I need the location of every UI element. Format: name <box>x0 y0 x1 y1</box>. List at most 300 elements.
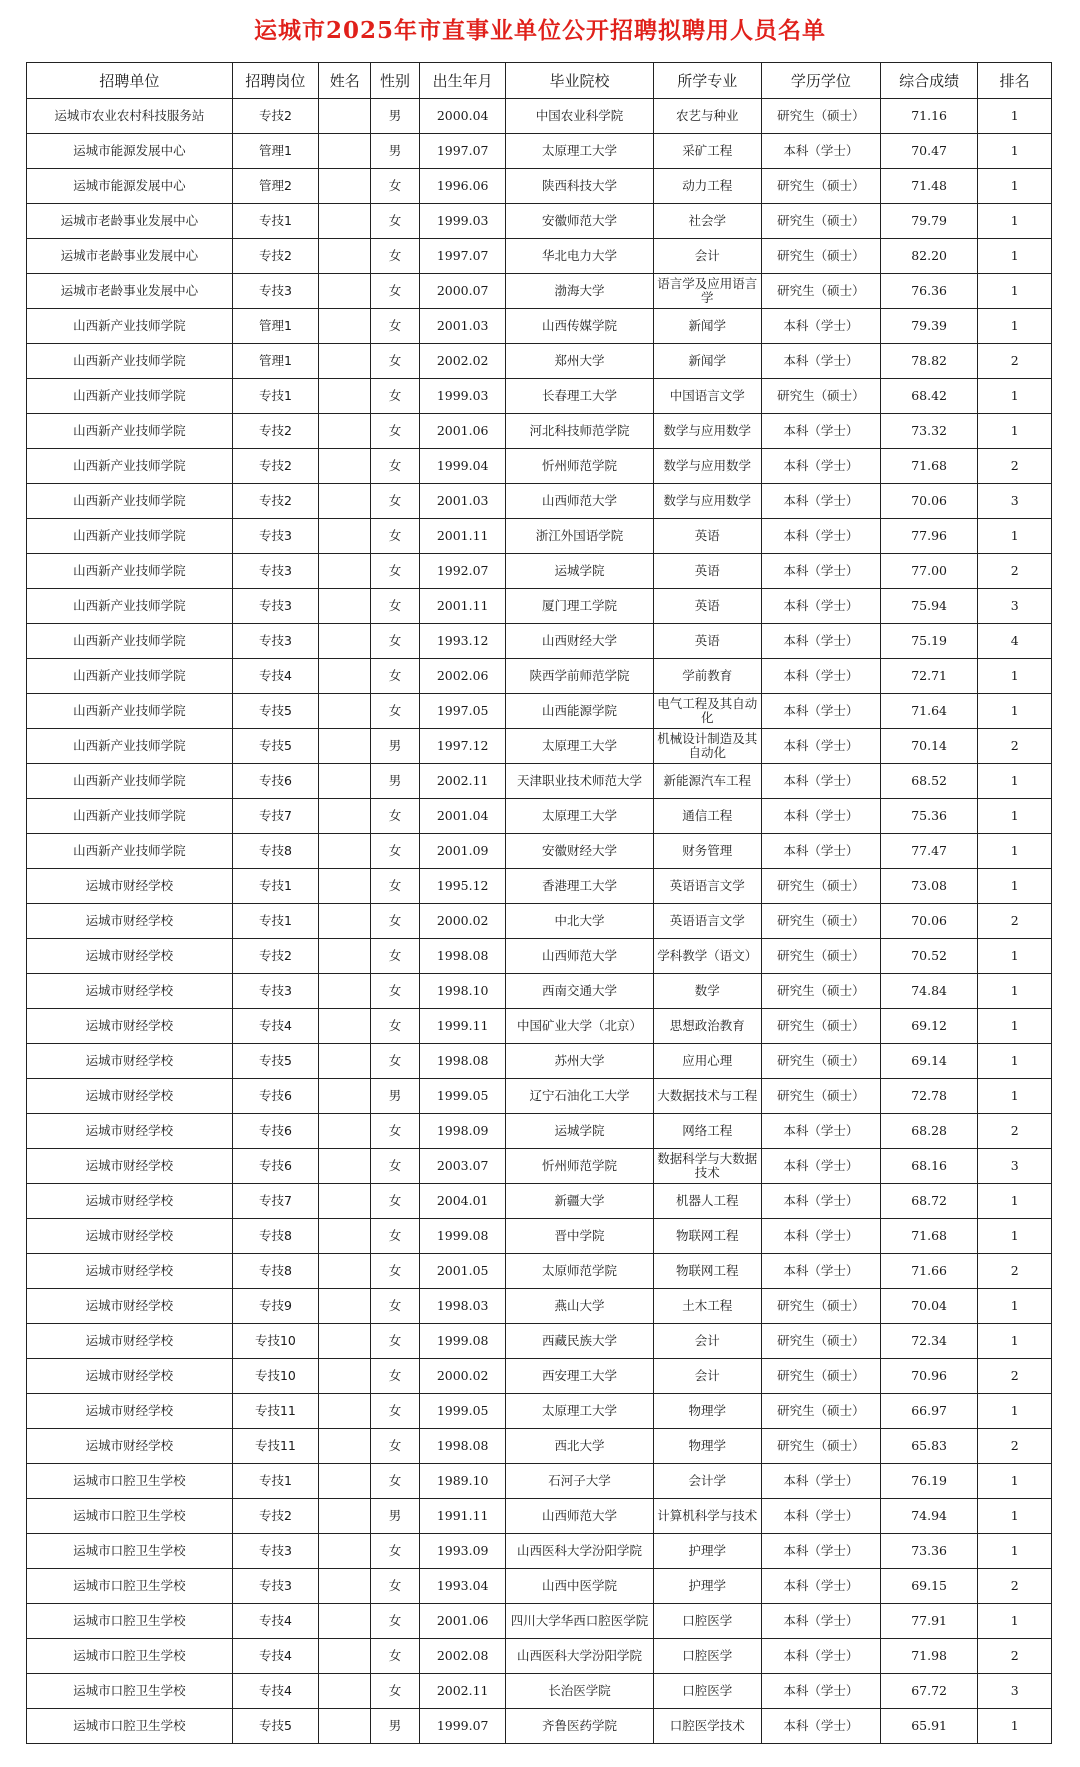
cell-rank: 1 <box>978 309 1052 344</box>
cell-degree: 研究生（硕士） <box>761 869 880 904</box>
cell-major: 英语 <box>653 589 761 624</box>
table-row <box>27 1639 1052 1674</box>
cell-birth: 1998.09 <box>419 1114 506 1149</box>
cell-position: 专技7 <box>232 799 319 834</box>
cell-school: 太原理工大学 <box>506 729 653 764</box>
cell-name <box>319 1324 371 1359</box>
cell-school: 齐鲁医药学院 <box>506 1709 653 1744</box>
cell-school: 晋中学院 <box>506 1219 653 1254</box>
cell-major: 思想政治教育 <box>653 1009 761 1044</box>
cell-rank: 1 <box>978 1009 1052 1044</box>
cell-unit: 运城市老龄事业发展中心 <box>27 239 233 274</box>
cell-degree: 本科（学士） <box>761 1499 880 1534</box>
cell-unit: 运城市财经学校 <box>27 974 233 1009</box>
cell-unit: 运城市口腔卫生学校 <box>27 1674 233 1709</box>
table-row <box>27 764 1052 799</box>
cell-birth: 2001.06 <box>419 414 506 449</box>
cell-rank: 1 <box>978 1324 1052 1359</box>
table-row <box>27 519 1052 554</box>
cell-birth: 2001.05 <box>419 1254 506 1289</box>
cell-degree: 本科（学士） <box>761 414 880 449</box>
cell-score: 70.04 <box>880 1289 977 1324</box>
candidate-table <box>26 62 1052 1744</box>
cell-score: 71.66 <box>880 1254 977 1289</box>
cell-score: 71.64 <box>880 694 977 729</box>
cell-name <box>319 974 371 1009</box>
cell-birth: 2001.06 <box>419 1604 506 1639</box>
table-row <box>27 834 1052 869</box>
cell-gender: 男 <box>371 764 420 799</box>
cell-degree: 本科（学士） <box>761 764 880 799</box>
cell-rank: 1 <box>978 519 1052 554</box>
cell-degree: 研究生（硕士） <box>761 274 880 309</box>
cell-rank: 1 <box>978 1709 1052 1744</box>
cell-unit: 运城市农业农村科技服务站 <box>27 99 233 134</box>
cell-rank: 1 <box>978 974 1052 1009</box>
cell-school: 燕山大学 <box>506 1289 653 1324</box>
cell-position: 专技6 <box>232 764 319 799</box>
cell-position: 专技8 <box>232 1254 319 1289</box>
cell-gender: 女 <box>371 624 420 659</box>
table-row <box>27 1324 1052 1359</box>
cell-degree: 研究生（硕士） <box>761 1044 880 1079</box>
cell-score: 74.94 <box>880 1499 977 1534</box>
cell-rank: 2 <box>978 1359 1052 1394</box>
table-row <box>27 624 1052 659</box>
cell-degree: 研究生（硕士） <box>761 1324 880 1359</box>
cell-position: 专技8 <box>232 834 319 869</box>
cell-gender: 女 <box>371 204 420 239</box>
cell-degree: 本科（学士） <box>761 1219 880 1254</box>
cell-major: 计算机科学与技术 <box>653 1499 761 1534</box>
cell-name <box>319 274 371 309</box>
table-row <box>27 1009 1052 1044</box>
cell-rank: 1 <box>978 694 1052 729</box>
header-rank: 排名 <box>978 63 1052 99</box>
cell-score: 76.19 <box>880 1464 977 1499</box>
cell-degree: 本科（学士） <box>761 1114 880 1149</box>
cell-unit: 运城市财经学校 <box>27 1149 233 1184</box>
cell-name <box>319 1674 371 1709</box>
cell-unit: 运城市口腔卫生学校 <box>27 1499 233 1534</box>
table-row <box>27 974 1052 1009</box>
cell-gender: 女 <box>371 939 420 974</box>
cell-unit: 山西新产业技师学院 <box>27 589 233 624</box>
header-school: 毕业院校 <box>506 63 653 99</box>
cell-name <box>319 1254 371 1289</box>
cell-gender: 女 <box>371 239 420 274</box>
cell-degree: 研究生（硕士） <box>761 904 880 939</box>
cell-birth: 1999.05 <box>419 1394 506 1429</box>
cell-gender: 男 <box>371 134 420 169</box>
cell-degree: 本科（学士） <box>761 309 880 344</box>
cell-school: 长治医学院 <box>506 1674 653 1709</box>
cell-score: 65.91 <box>880 1709 977 1744</box>
cell-name <box>319 729 371 764</box>
cell-rank: 1 <box>978 169 1052 204</box>
cell-name <box>319 869 371 904</box>
cell-gender: 女 <box>371 1114 420 1149</box>
cell-position: 专技3 <box>232 589 319 624</box>
cell-name <box>319 834 371 869</box>
cell-unit: 山西新产业技师学院 <box>27 729 233 764</box>
cell-school: 中国矿业大学（北京） <box>506 1009 653 1044</box>
cell-school: 石河子大学 <box>506 1464 653 1499</box>
cell-position: 专技10 <box>232 1359 319 1394</box>
cell-birth: 2000.02 <box>419 904 506 939</box>
cell-degree: 本科（学士） <box>761 1254 880 1289</box>
page-title: 运城市2025年市直事业单位公开招聘拟聘用人员名单 <box>253 17 826 44</box>
table-row <box>27 589 1052 624</box>
cell-gender: 男 <box>371 1079 420 1114</box>
cell-major: 护理学 <box>653 1534 761 1569</box>
cell-gender: 女 <box>371 1324 420 1359</box>
cell-school: 西藏民族大学 <box>506 1324 653 1359</box>
cell-major: 会计 <box>653 1324 761 1359</box>
cell-unit: 山西新产业技师学院 <box>27 344 233 379</box>
table-row <box>27 1079 1052 1114</box>
cell-school: 浙江外国语学院 <box>506 519 653 554</box>
header-degree: 学历学位 <box>761 63 880 99</box>
cell-name <box>319 589 371 624</box>
cell-gender: 女 <box>371 1289 420 1324</box>
cell-major: 电气工程及其自动化 <box>653 694 761 729</box>
table-row <box>27 1604 1052 1639</box>
cell-rank: 1 <box>978 1499 1052 1534</box>
cell-unit: 运城市口腔卫生学校 <box>27 1604 233 1639</box>
cell-major: 数学与应用数学 <box>653 484 761 519</box>
cell-rank: 3 <box>978 484 1052 519</box>
cell-major: 农艺与种业 <box>653 99 761 134</box>
cell-score: 70.06 <box>880 904 977 939</box>
cell-gender: 女 <box>371 554 420 589</box>
cell-position: 专技1 <box>232 869 319 904</box>
cell-rank: 3 <box>978 1674 1052 1709</box>
cell-name <box>319 99 371 134</box>
cell-major: 新能源汽车工程 <box>653 764 761 799</box>
cell-name <box>319 1429 371 1464</box>
cell-name <box>319 1534 371 1569</box>
cell-school: 河北科技师范学院 <box>506 414 653 449</box>
cell-rank: 2 <box>978 729 1052 764</box>
table-row <box>27 239 1052 274</box>
table-header-row <box>27 63 1052 99</box>
cell-degree: 研究生（硕士） <box>761 379 880 414</box>
cell-unit: 运城市财经学校 <box>27 1429 233 1464</box>
cell-rank: 1 <box>978 1044 1052 1079</box>
cell-major: 社会学 <box>653 204 761 239</box>
cell-position: 专技3 <box>232 974 319 1009</box>
cell-major: 物联网工程 <box>653 1254 761 1289</box>
cell-score: 70.52 <box>880 939 977 974</box>
cell-position: 专技5 <box>232 694 319 729</box>
cell-degree: 本科（学士） <box>761 589 880 624</box>
cell-unit: 运城市口腔卫生学校 <box>27 1569 233 1604</box>
table-row <box>27 204 1052 239</box>
cell-name <box>319 1149 371 1184</box>
cell-gender: 女 <box>371 1149 420 1184</box>
cell-rank: 1 <box>978 939 1052 974</box>
cell-gender: 女 <box>371 904 420 939</box>
cell-unit: 运城市财经学校 <box>27 1219 233 1254</box>
cell-score: 70.06 <box>880 484 977 519</box>
table-row <box>27 1429 1052 1464</box>
cell-score: 72.71 <box>880 659 977 694</box>
cell-birth: 1998.03 <box>419 1289 506 1324</box>
cell-school: 山西医科大学汾阳学院 <box>506 1639 653 1674</box>
table-row <box>27 694 1052 729</box>
cell-degree: 本科（学士） <box>761 659 880 694</box>
cell-degree: 研究生（硕士） <box>761 1009 880 1044</box>
cell-position: 专技2 <box>232 239 319 274</box>
cell-unit: 运城市老龄事业发展中心 <box>27 274 233 309</box>
cell-position: 专技2 <box>232 449 319 484</box>
cell-birth: 2002.11 <box>419 1674 506 1709</box>
cell-school: 安徽财经大学 <box>506 834 653 869</box>
cell-score: 71.16 <box>880 99 977 134</box>
cell-position: 管理2 <box>232 169 319 204</box>
cell-major: 英语 <box>653 554 761 589</box>
cell-unit: 运城市口腔卫生学校 <box>27 1639 233 1674</box>
table-row <box>27 309 1052 344</box>
cell-score: 73.08 <box>880 869 977 904</box>
table-row <box>27 99 1052 134</box>
cell-major: 口腔医学 <box>653 1639 761 1674</box>
cell-degree: 研究生（硕士） <box>761 99 880 134</box>
cell-position: 专技2 <box>232 1499 319 1534</box>
cell-unit: 运城市财经学校 <box>27 1254 233 1289</box>
cell-name <box>319 1639 371 1674</box>
cell-school: 辽宁石油化工大学 <box>506 1079 653 1114</box>
cell-name <box>319 1359 371 1394</box>
cell-birth: 1999.05 <box>419 1079 506 1114</box>
cell-rank: 1 <box>978 1534 1052 1569</box>
cell-gender: 女 <box>371 1044 420 1079</box>
cell-degree: 本科（学士） <box>761 1674 880 1709</box>
cell-score: 68.16 <box>880 1149 977 1184</box>
cell-name <box>319 1079 371 1114</box>
cell-major: 数学与应用数学 <box>653 449 761 484</box>
cell-score: 70.47 <box>880 134 977 169</box>
cell-score: 70.14 <box>880 729 977 764</box>
cell-name <box>319 519 371 554</box>
cell-degree: 本科（学士） <box>761 134 880 169</box>
table-row <box>27 1674 1052 1709</box>
cell-name <box>319 1394 371 1429</box>
cell-school: 中国农业科学院 <box>506 99 653 134</box>
table-row <box>27 134 1052 169</box>
cell-degree: 研究生（硕士） <box>761 1079 880 1114</box>
cell-rank: 1 <box>978 1604 1052 1639</box>
cell-major: 土木工程 <box>653 1289 761 1324</box>
cell-name <box>319 1464 371 1499</box>
cell-school: 忻州师范学院 <box>506 449 653 484</box>
cell-gender: 女 <box>371 1464 420 1499</box>
cell-position: 专技6 <box>232 1149 319 1184</box>
cell-position: 专技5 <box>232 1709 319 1744</box>
cell-rank: 1 <box>978 134 1052 169</box>
cell-rank: 1 <box>978 1464 1052 1499</box>
cell-name <box>319 904 371 939</box>
cell-school: 渤海大学 <box>506 274 653 309</box>
cell-unit: 山西新产业技师学院 <box>27 799 233 834</box>
cell-score: 70.96 <box>880 1359 977 1394</box>
cell-gender: 女 <box>371 1429 420 1464</box>
cell-unit: 运城市财经学校 <box>27 1394 233 1429</box>
cell-major: 英语 <box>653 519 761 554</box>
cell-school: 陕西科技大学 <box>506 169 653 204</box>
cell-major: 数据科学与大数据技术 <box>653 1149 761 1184</box>
cell-school: 香港理工大学 <box>506 869 653 904</box>
cell-score: 75.36 <box>880 799 977 834</box>
cell-gender: 女 <box>371 659 420 694</box>
cell-position: 专技7 <box>232 1184 319 1219</box>
table-row <box>27 1254 1052 1289</box>
cell-major: 护理学 <box>653 1569 761 1604</box>
cell-position: 专技6 <box>232 1114 319 1149</box>
cell-unit: 运城市能源发展中心 <box>27 134 233 169</box>
cell-unit: 山西新产业技师学院 <box>27 519 233 554</box>
cell-degree: 本科（学士） <box>761 1709 880 1744</box>
cell-birth: 1997.07 <box>419 134 506 169</box>
cell-position: 专技4 <box>232 659 319 694</box>
cell-school: 太原理工大学 <box>506 134 653 169</box>
cell-rank: 1 <box>978 274 1052 309</box>
cell-birth: 1998.08 <box>419 1044 506 1079</box>
cell-score: 68.52 <box>880 764 977 799</box>
table-row <box>27 379 1052 414</box>
cell-position: 专技9 <box>232 1289 319 1324</box>
cell-birth: 1998.08 <box>419 939 506 974</box>
cell-school: 忻州师范学院 <box>506 1149 653 1184</box>
cell-name <box>319 344 371 379</box>
cell-unit: 运城市财经学校 <box>27 939 233 974</box>
table-row <box>27 414 1052 449</box>
cell-degree: 研究生（硕士） <box>761 974 880 1009</box>
cell-major: 新闻学 <box>653 344 761 379</box>
cell-degree: 本科（学士） <box>761 1149 880 1184</box>
cell-unit: 运城市财经学校 <box>27 1184 233 1219</box>
cell-name <box>319 309 371 344</box>
cell-major: 会计 <box>653 239 761 274</box>
cell-score: 73.36 <box>880 1534 977 1569</box>
cell-school: 山西师范大学 <box>506 484 653 519</box>
cell-position: 专技2 <box>232 484 319 519</box>
cell-position: 专技3 <box>232 519 319 554</box>
cell-rank: 2 <box>978 904 1052 939</box>
cell-position: 管理1 <box>232 309 319 344</box>
cell-unit: 运城市口腔卫生学校 <box>27 1534 233 1569</box>
cell-birth: 1997.12 <box>419 729 506 764</box>
cell-score: 77.00 <box>880 554 977 589</box>
cell-name <box>319 939 371 974</box>
cell-gender: 女 <box>371 344 420 379</box>
cell-gender: 女 <box>371 1604 420 1639</box>
cell-birth: 2004.01 <box>419 1184 506 1219</box>
cell-degree: 本科（学士） <box>761 1184 880 1219</box>
cell-major: 口腔医学技术 <box>653 1709 761 1744</box>
cell-degree: 研究生（硕士） <box>761 939 880 974</box>
cell-school: 新疆大学 <box>506 1184 653 1219</box>
cell-rank: 2 <box>978 1639 1052 1674</box>
cell-position: 专技6 <box>232 1079 319 1114</box>
cell-school: 山西能源学院 <box>506 694 653 729</box>
cell-unit: 运城市财经学校 <box>27 1289 233 1324</box>
cell-school: 厦门理工学院 <box>506 589 653 624</box>
cell-major: 动力工程 <box>653 169 761 204</box>
cell-rank: 1 <box>978 1289 1052 1324</box>
cell-school: 山西医科大学汾阳学院 <box>506 1534 653 1569</box>
cell-unit: 山西新产业技师学院 <box>27 694 233 729</box>
cell-degree: 研究生（硕士） <box>761 1429 880 1464</box>
cell-gender: 女 <box>371 1639 420 1674</box>
cell-position: 专技1 <box>232 904 319 939</box>
header-unit: 招聘单位 <box>27 63 233 99</box>
cell-unit: 山西新产业技师学院 <box>27 379 233 414</box>
table-row <box>27 1709 1052 1744</box>
cell-score: 69.14 <box>880 1044 977 1079</box>
cell-position: 专技3 <box>232 624 319 659</box>
table-row <box>27 1289 1052 1324</box>
cell-rank: 1 <box>978 99 1052 134</box>
cell-birth: 2000.04 <box>419 99 506 134</box>
table-row <box>27 939 1052 974</box>
cell-school: 山西财经大学 <box>506 624 653 659</box>
cell-school: 安徽师范大学 <box>506 204 653 239</box>
cell-rank: 1 <box>978 659 1052 694</box>
table-row <box>27 1114 1052 1149</box>
cell-gender: 女 <box>371 309 420 344</box>
cell-rank: 1 <box>978 239 1052 274</box>
cell-unit: 山西新产业技师学院 <box>27 764 233 799</box>
table-row <box>27 1184 1052 1219</box>
cell-name <box>319 624 371 659</box>
cell-name <box>319 1044 371 1079</box>
cell-rank: 2 <box>978 1429 1052 1464</box>
cell-position: 专技3 <box>232 1534 319 1569</box>
cell-school: 太原理工大学 <box>506 799 653 834</box>
cell-gender: 女 <box>371 694 420 729</box>
cell-birth: 2001.03 <box>419 309 506 344</box>
cell-rank: 1 <box>978 1219 1052 1254</box>
cell-unit: 运城市财经学校 <box>27 1359 233 1394</box>
cell-major: 通信工程 <box>653 799 761 834</box>
cell-unit: 运城市口腔卫生学校 <box>27 1464 233 1499</box>
cell-score: 65.83 <box>880 1429 977 1464</box>
cell-degree: 本科（学士） <box>761 729 880 764</box>
cell-rank: 2 <box>978 449 1052 484</box>
cell-birth: 2001.11 <box>419 519 506 554</box>
cell-score: 69.15 <box>880 1569 977 1604</box>
cell-degree: 研究生（硕士） <box>761 1359 880 1394</box>
cell-unit: 运城市财经学校 <box>27 1009 233 1044</box>
cell-gender: 女 <box>371 274 420 309</box>
header-name: 姓名 <box>319 63 371 99</box>
cell-birth: 1997.05 <box>419 694 506 729</box>
cell-score: 73.32 <box>880 414 977 449</box>
cell-score: 72.78 <box>880 1079 977 1114</box>
cell-birth: 1995.12 <box>419 869 506 904</box>
cell-major: 应用心理 <box>653 1044 761 1079</box>
cell-unit: 山西新产业技师学院 <box>27 659 233 694</box>
cell-score: 76.36 <box>880 274 977 309</box>
cell-name <box>319 1289 371 1324</box>
cell-unit: 运城市财经学校 <box>27 1079 233 1114</box>
cell-degree: 研究生（硕士） <box>761 1394 880 1429</box>
cell-degree: 研究生（硕士） <box>761 1289 880 1324</box>
cell-score: 68.72 <box>880 1184 977 1219</box>
cell-position: 专技8 <box>232 1219 319 1254</box>
